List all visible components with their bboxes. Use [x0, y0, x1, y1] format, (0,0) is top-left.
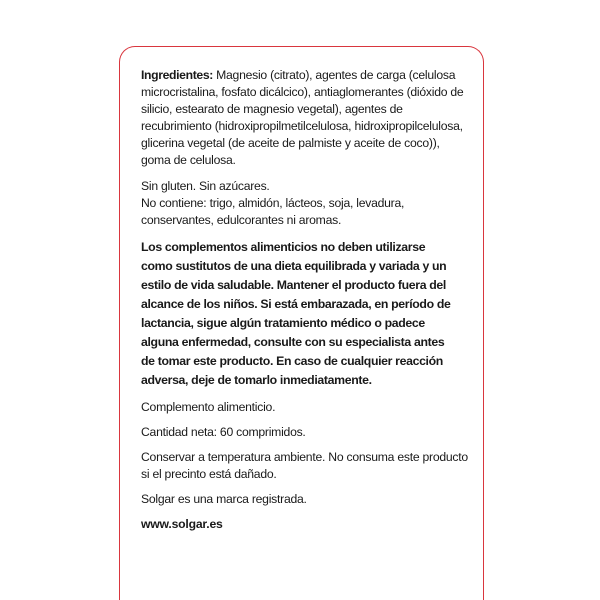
warning-line: alcance de los niños. Si está embarazada, en período de: [141, 297, 451, 311]
quantity-line: Cantidad neta: 60 comprimidos.: [141, 425, 306, 439]
ingredients-heading: Ingredientes:: [141, 68, 213, 82]
warning-line: estilo de vida saludable. Mantener el producto fuera del: [141, 278, 446, 292]
ingredients-line: recubrimiento (hidroxipropilmetilcelulosa, hidroxipropilcelulosa,: [141, 119, 463, 133]
website-link[interactable]: www.solgar.es: [141, 517, 223, 531]
ingredients-section: [141, 67, 471, 169]
storage-line: si el precinto está dañado.: [141, 467, 277, 481]
free-from-line: conservantes, edulcorantes ni aromas.: [141, 213, 342, 227]
storage-section: [141, 449, 471, 483]
warning-line: alguna enfermedad, consulte con su especialista antes: [141, 335, 445, 349]
quantity-text: [141, 424, 471, 441]
warning-line: Los complementos alimenticios no deben utilizarse: [141, 240, 426, 254]
free-from-line: No contiene: trigo, almidón, lácteos, soja, levadura,: [141, 196, 405, 210]
ingredients-line: goma de celulosa.: [141, 153, 236, 167]
ingredients-line: [141, 67, 471, 84]
free-from-section: [141, 178, 471, 229]
ingredients-line: silicio, estearato de magnesio vegetal), agentes de: [141, 102, 403, 116]
trademark-text: [141, 491, 471, 508]
ingredients-line: glicerina vegetal (de aceite de palmiste y aceite de coco)),: [141, 136, 440, 150]
label-text: [141, 67, 471, 533]
warning-line: lactancia, sigue algún tratamiento médico o padece: [141, 316, 425, 330]
trademark-line: Solgar es una marca registrada.: [141, 492, 307, 506]
ingredients-line: microcristalina, fosfato dicálcico), antiaglomerantes (dióxido de: [141, 85, 464, 99]
free-from-line: Sin gluten. Sin azúcares.: [141, 179, 270, 193]
storage-line: Conservar a temperatura ambiente. No consuma este producto: [141, 450, 468, 464]
website-text: [141, 516, 471, 533]
warning-section: [141, 238, 471, 390]
warning-line: como sustitutos de una dieta equilibrada y variada y un: [141, 259, 447, 273]
warning-line: adversa, deje de tomarlo inmediatamente.: [141, 373, 372, 387]
ingredients-text: Magnesio (citrato), agentes de carga (celulosa: [212, 68, 456, 82]
category-text: [141, 399, 471, 416]
category-line: Complemento alimenticio.: [141, 400, 276, 414]
warning-line: de tomar este producto. En caso de cualquier reacción: [141, 354, 443, 368]
